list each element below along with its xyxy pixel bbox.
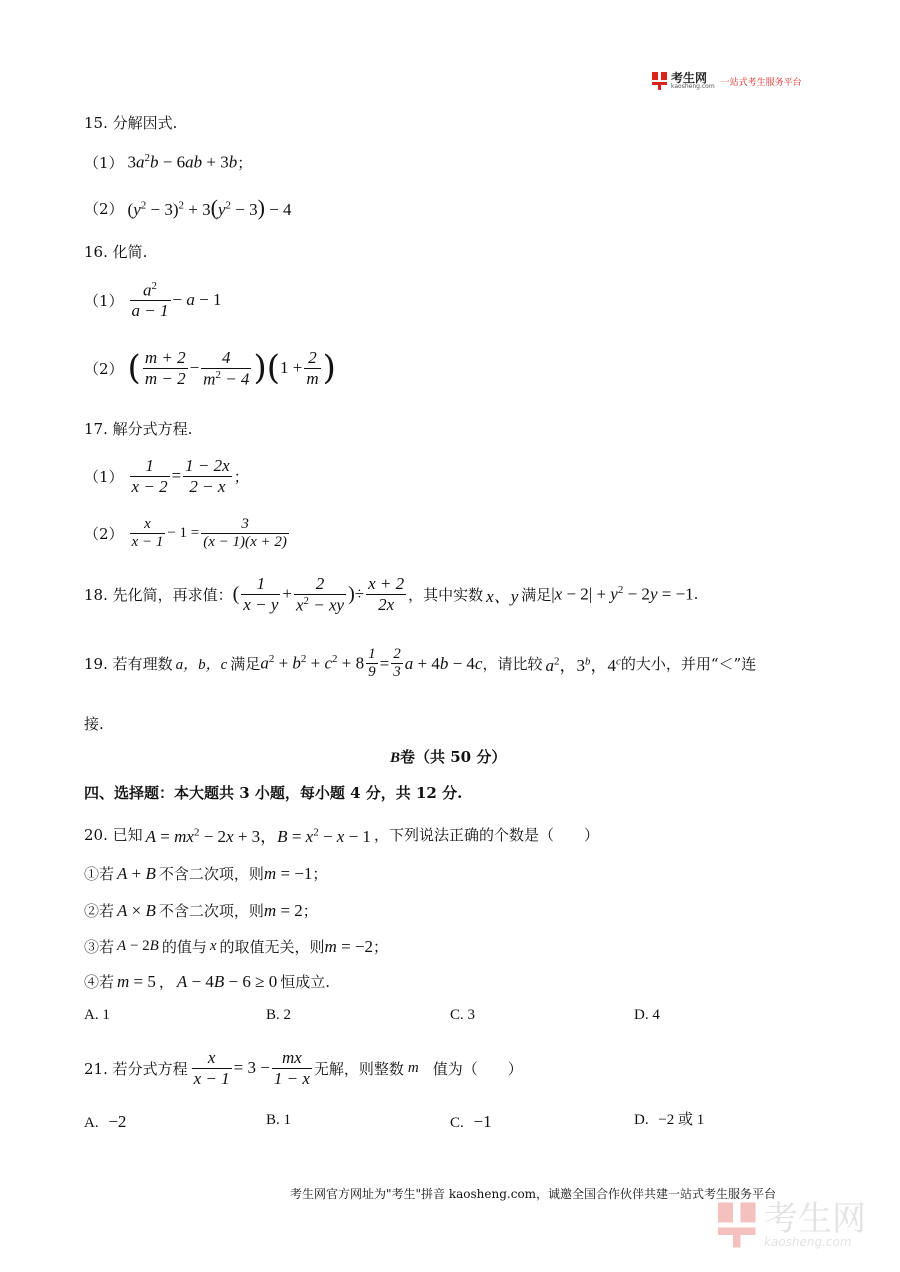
q17-part1: （1） $\frac{1}{x - 2}$ = $\frac{1 - 2x}{2 - x}$ ； [84,456,249,496]
q20-s1: ①若 A + B 不含二次项，则 m = −1 ； [84,863,328,883]
q16-part2: （2） ( $\frac{m + 2}{m - 2}$ − $\frac{4}{m^2 - 4}$ ) ( 1 + $\frac{2}{m}$ ) [84,348,336,389]
section-b-title: B卷（共 50 分） [390,748,507,766]
q20-option-a[interactable]: A. 1 [84,1007,110,1023]
q20: 20. 已知 $A = mx^2 - 2x + 3$，$B = x^2 - x - 1$ ，下列说法正确的个数是（ ） [84,826,599,846]
q19-line2: 接. [84,715,104,733]
footer-text: 考生网官方网址为"考生"拼音 kaosheng.com，诚邀全国合作伙伴共建一站式考生服务平台 [290,1187,777,1201]
q17-part2: （2） $\frac{x}{x - 1}$ − 1 = $\frac{3}{(x - 1)(x + 2)}$ [84,516,287,551]
logo-text: 考生网 [671,71,708,85]
q15-title: 15. 分解因式. [84,114,178,132]
q18: 18. 先化简，再求值： ( $\frac{1}{x - y}$ + $\frac{2}{x^2 - xy}$ ) ÷ $\frac{x + 2}{2x}$ ，其中实数 x、y 满足 $|x - 2| + y^2 - 2y = -1$ . [84,574,699,615]
q16-part1: （1） $\frac{a^2}{a - 1}$ − a − 1 [84,280,222,321]
q17-title: 17. 解分式方程. [84,420,193,438]
q21-option-b[interactable]: B. 1 [266,1112,292,1128]
q21-option-c[interactable]: C. −1 [450,1112,492,1131]
q21-option-a[interactable]: A. −2 [84,1112,127,1131]
watermark: 考生网 kaosheng.com [718,1200,866,1250]
q20-s3: ③若 A − 2B 的值与 x 的取值无关，则 m = −2 ； [84,936,389,956]
slogan: 一站式考生服务平台 [720,77,802,88]
q20-option-b[interactable]: B. 2 [266,1007,292,1023]
q15-part1: （1） $3a^2b - 6ab + 3b$ ； [84,152,253,172]
q16-title: 16. 化简. [84,243,148,261]
q15-part2: （2） $(y^2 - 3)^2 + 3(y^2 - 3) - 4$ [84,195,292,220]
q21-option-d[interactable]: D. −2 或 1 [634,1112,705,1128]
q20-option-d[interactable]: D. 4 [634,1007,660,1023]
watermark-logo-icon [718,1200,758,1250]
q21: 21. 若分式方程 $\frac{x}{x - 1}$ = 3 − $\frac{mx}{1 - x}$ 无解，则整数 m 值为（ ） [84,1048,523,1088]
part4-title: 四、选择题：本大题共 3 小题，每小题 4 分，共 12 分. [84,784,463,802]
logo-domain: kaosheng.com [671,83,715,90]
kaosheng-logo-icon [652,72,668,90]
q19: 19. 若有理数 a，b，c 满足 $a^2 + b^2 + c^2 + 8$ $\frac{1}{9}$ = $\frac{2}{3}$ a + 4b − 4c ，请比较 $a^2$，3$^b$，4$^c$ 的大小，并用“＜”连 [84,646,757,681]
q20-s2: ②若 A × B 不含二次项，则 m = 2 ； [84,900,318,920]
q20-option-c[interactable]: C. 3 [450,1007,476,1023]
q20-s4: ④若 m = 5 ， A − 4B − 6 ≥ 0 恒成立. [84,971,330,991]
header-logo [652,72,802,90]
